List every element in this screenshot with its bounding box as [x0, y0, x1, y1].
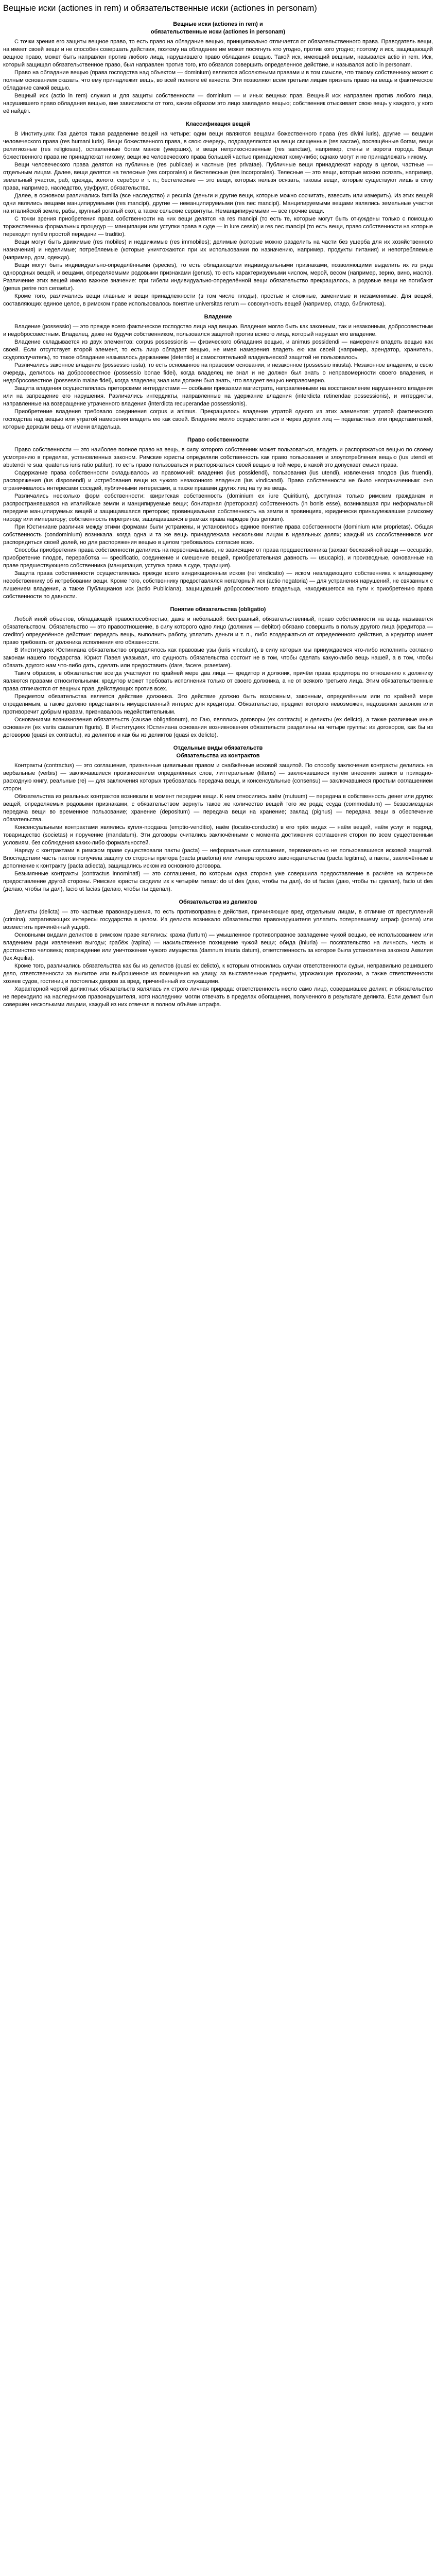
paragraph: Далее, в основном различались familia (все наследство) и pecunia (деньги и другие вещи, которые можно сосчитать, взвесить или измерить). Из этих вещей одни являлись вещами манципируемыми (res mancipi), другие — неманципируемыми (res nec mancipi). Манципируемыми вещами являлись земельные участки на италийской земле, рабы, крупный рогатый скот, а также сельские сервитуты. Неманципируемыми — все прочие вещи.: [3, 193, 433, 214]
section-heading: Отдельные виды обязательств: [173, 745, 263, 751]
section-heading: Понятие обязательства (obligatio): [170, 606, 266, 613]
paragraph: Характерной чертой деликтных обязательств являлась их строго личная природа: ответственность несло само лицо, совершившее деликт, и обязательство не переходило на наследников правонарушителя, хотя наследники могли отвечать в пределах обогащения, полученного в результате деликта. Если деликт был совершён несколькими лицами, каждый из них отвечал в полном объёме штрафа.: [3, 986, 433, 1008]
paragraph: При Юстиниане различия между этими формами были устранены, и установилось единое понятие права собственности (dominium или proprietas). Общая собственность (condominium) возникала, когда одна и та же вещь принадлежала нескольким лицам в идеальных долях; каждый из сособственников мог распорядиться своей долей, но для распоряжения вещью в целом требовалось согласие всех.: [3, 524, 433, 546]
section-subheading: Обязательства из контрактов: [176, 753, 260, 759]
paragraph: Основаниями возникновения обязательств (causae obligationum), по Гаю, являлись договоры (ex contractu) и деликты (ex delicto), а также различные иные основания (ex variis causarum figuris). В Институциях Юстиниана основания возникновения обязательств разделены на четыре группы: из договоров, как бы из договоров (quasi ex contractu), из деликтов и как бы из деликтов (quasi ex delicto).: [3, 717, 433, 738]
paragraph: Право собственности — это наиболее полное право на вещь, в силу которого собственник может пользоваться, владеть и распоряжаться вещью по своему усмотрению в пределах, установленных законом. Римские юристы определяли собственность как право пользования и злоупотребления вещью (ius utendi et abutendi re sua, quatenus iuris ratio patitur), то есть право пользоваться и распоряжаться своей вещью в той мере, в какой это допускает смысл права.: [3, 447, 433, 468]
paragraph: Владение (possessio) — это прежде всего фактическое господство лица над вещью. Владение могло быть как законным, так и незаконным, добросовестным и недобросовестным. Владелец, даже не будучи собственником, пользовался защитой против всякого лица, который нарушал его владение.: [3, 324, 433, 337]
paragraph: Консенсуальными контрактами являлись купля-продажа (emptio-venditio), наём (locatio-conductio) в его трёх видах — наём вещей, наём услуг и подряд, товарищество (societas) и поручение (mandatum). Эти договоры считались заключёнными с момента достижения соглашения сторон по всем существенным условиям, без соблюдения каких-либо формальностей.: [3, 824, 433, 846]
section-heading: Владение: [204, 314, 232, 320]
paragraph: Таким образом, в обязательстве всегда участвуют по крайней мере два лица — кредитор и должник, причём права кредитора по отношению к должнику являются правами относительными: кредитор может требовать исполнения только от своего должника, а не от всякого третьего лица. Этим обязательственные права отличаются от вещных прав, действующих против всех.: [3, 670, 433, 692]
paragraph: Безымянные контракты (contractus innominati) — это соглашения, по которым одна сторона уже совершила предоставление в расчёте на встречное предоставление другой стороны. Римские юристы сводили их к четырём типам: do ut des (даю, чтобы ты дал), do ut facias (даю, чтобы ты сделал), facio ut des (делаю, чтобы ты дал), facio ut facias (делаю, чтобы ты сделал).: [3, 871, 433, 892]
paragraph: Приобретение владения требовало соединения corpus и animus. Прекращалось владение утратой одного из этих элементов: утратой фактического господства над вещью или утратой намерения владеть ею как своей. Владение могло осуществляться и через других лиц — подвластных или представителей, которые держали вещь от имени владельца.: [3, 409, 433, 430]
paragraph: Вещи человеческого права делятся на публичные (res publicae) и частные (res privatae). Публичные вещи принадлежат народу в целом, частные — отдельным лицам. Далее, вещи делятся на телесные (res corporales) и бестелесные (res incorporales). Телесные — это вещи, которые можно осязать, например, земельный участок, раб, одежда, золото, серебро и т. п.; бестелесные — это вещи, которых нельзя осязать, таковы вещи, которые существуют лишь в силу права, например, наследство, узуфрукт, обязательства.: [3, 162, 433, 191]
paragraph: Различались несколько форм собственности: квиритская собственность (dominium ex iure Quiritium), доступная только римским гражданам и распространявшаяся на италийские земли и манципируемые вещи; бонитарная (преторская) собственность (in bonis esse), возникавшая при неформальной передаче манципируемых вещей и защищавшаяся претором; провинциальная собственность на земли в провинциях, юридически принадлежавшие римскому народу или императору; собственность перегринов, защищавшаяся в рамках права народов (ius gentium).: [3, 493, 433, 522]
paragraph: Владение складывается из двух элементов: corpus possessionis — физического обладания вещью, и animus possidendi — намерения владеть вещью как своей. Если отсутствует второй элемент, то есть лицо обладает вещью, не имея намерения владеть ею как своей (например, арендатор, хранитель, ссудополучатель), то такое обладание называлось держанием (detentio) и самостоятельной владельческой защитой не пользовалось.: [3, 339, 433, 361]
paragraph: Защита владения осуществлялась преторскими интердиктами — особыми приказами магистрата, направленными на восстановление нарушенного владения или на запрещение его нарушения. Различались интердикты, направленные на удержание владения (interdicta retinendae possessionis), и интердикты, направленные на возвращение утраченного владения (interdicta recuperandae possessionis).: [3, 385, 433, 407]
paragraph: Деликты (delicta) — это частные правонарушения, то есть противоправные действия, причиняющие вред отдельным лицам, в отличие от преступлений (crimina), затрагивающих интересы государства в целом. Из деликта возникало обязательство правонарушителя уплатить потерпевшему штраф (poena) или возместить причинённый ущерб.: [3, 909, 433, 930]
paragraph: Основными видами деликтов в римском праве являлись: кража (furtum) — умышленное противоправное завладение чужой вещью, её использованием или владением ради извлечения выгоды; грабёж (rapina) — насильственное похищение чужой вещи; обида (iniuria) — посягательство на личность, честь и достоинство человека; повреждение или уничтожение чужого имущества (damnum iniuria datum), ответственность за которое была установлена законом Аквилия (lex Aquilia).: [3, 932, 433, 961]
section-subheading: обязательственные иски (actiones in personam): [150, 29, 286, 35]
document-section: [3, 313, 433, 431]
page-title: Вещные иски (actiones in rem) и обязательственные иски (actiones in personam): [3, 4, 317, 13]
paragraph: Различались законное владение (possessio iusta), то есть основанное на правовом основании, и незаконное (possessio iniusta). Незаконное владение, в свою очередь, делилось на добросовестное (possessio bonae fidei), когда владелец не знал и не должен был знать о неправомерности своего владения, и недобросовестное (possessio malae fidei), когда владелец знал или должен был знать, что владеет вещью неправомерно.: [3, 362, 433, 384]
paragraph: С точки зрения приобретения права собственности на них вещи делятся на res mancipi (то есть те, которые могут быть отчуждены только с помощью торжественных формальных процедур — манципации или уступки права в суде — in iure cessio) и res nec mancipi (то есть вещи, право собственности на которые переходит путём простой передачи — traditio).: [3, 216, 433, 238]
paragraph: Содержание права собственности складывалось из правомочий: владения (ius possidendi), пользования (ius utendi), извлечения плодов (ius fruendi), распоряжения (ius disponendi) и истребования вещи из чужого незаконного владения (ius vindicandi). Право собственности не было неограниченным: оно ограничивалось интересами соседей, публичными интересами, а также правами других лиц на ту же вещь.: [3, 470, 433, 492]
paragraph: Предметом обязательства является действие должника. Это действие должно быть возможным, законным, определённым или по крайней мере определимым, а также должно представлять имущественный интерес для кредитора. Обязательство, предмет которого невозможен, недозволен законом или противоречит добрым нравам, признавалось недействительным.: [3, 693, 433, 715]
document-body: [3, 21, 433, 1009]
paragraph: Любой иной объектов, обладающей правоспособностью, даже и небольшой: бесправный, обязательственный, право собственности на вещь называется обязательством. Обязательство — это правоотношение, в силу которого одно лицо (должник — debitor) обязано совершить в пользу другого лица (кредитора — creditor) определённое действие: передать вещь, выполнить работу, уплатить деньги и т. п., либо воздержаться от определённого действия, а кредитор имеет право требовать от должника исполнения его обязанности.: [3, 616, 433, 646]
section-heading: Право собственности: [187, 437, 249, 443]
paragraph: Кроме того, различались вещи главные и вещи принадлежности (в том числе плоды), простые и сложные, заменимые и незаменимые. Для вещей, составляющих единое целое, в римском праве использовалось понятие universitas rerum — совокупность вещей (например, стадо, библиотека).: [3, 293, 433, 307]
paragraph: Обязательства из реальных контрактов возникали в момент передачи вещи. К ним относились заём (mutuum) — передача в собственность денег или других вещей, определяемых родовыми признаками, с обязательством вернуть такое же количество вещей того же рода; ссуда (commodatum) — безвозмездная передача вещи во временное пользование; хранение (depositum) — передача вещи на хранение; заклад (pignus) — передача вещи в обеспечение обязательства.: [3, 793, 433, 823]
paragraph: Способы приобретения права собственности делились на первоначальные, не зависящие от права предшественника (захват бесхозяйной вещи — occupatio, приобретение плодов, переработка — specificatio, соединение и смешение вещей, приобретательная давность — usucapio), и производные, основанные на праве предшествующего собственника (манципация, уступка права в суде, традиция).: [3, 547, 433, 569]
paragraph: Вещи могут быть индивидуально-определёнными (species), то есть обладающими индивидуальными признаками, позволяющими выделить их из ряда однородных вещей, и вещами, определяемыми родовыми признаками (genus), то есть характеризуемыми числом, мерой, весом (например, зерно, вино, масло). Различение этих вещей имело важное значение: при гибели индивидуально-определённой вещи обязательство прекращалось, а родовые вещи не погибают (genus perire non censetur).: [3, 262, 433, 292]
document-section: [3, 436, 433, 601]
paragraph: В Институциях Юстиниана обязательство определялось как правовые узы (iuris vinculum), в силу которых мы принуждаемся что-либо исполнить согласно законам нашего государства. Юрист Павел указывал, что сущность обязательства состоит не в том, чтобы сделать какую-либо вещь нашей, а в том, чтобы обязать другого нам что-либо дать, сделать или предоставить (dare, facere, praestare).: [3, 647, 433, 669]
paragraph: Контракты (contractus) — это соглашения, признанные цивильным правом и снабжённые исковой защитой. По способу заключения контракты делились на вербальные (verbis) — заключавшиеся произнесением определённых слов, литтеральные (litteris) — заключавшиеся путём внесения записи в приходно-расходную книгу, реальные (re) — для заключения которых требовалась передача вещи, и консенсуальные (consensu) — заключавшиеся простым соглашением сторон.: [3, 762, 433, 792]
paragraph: Наряду с контрактами в римском праве существовали пакты (pacta) — неформальные соглашения, первоначально не пользовавшиеся исковой защитой. Впоследствии часть пактов получила защиту со стороны претора (pacta praetoria) или императорского законодательства (pacta legitima), а пакты, заключённые в дополнение к контракту (pacta adiecta), защищались иском из основного договора.: [3, 848, 433, 869]
paragraph: Право на обладание вещью (права господства над объектом — dominium) являются абсолютными правами и в том смысле, что такому собственнику может с полным основанием сказать, что ему принадлежит вещь, во всей полноте её качеств. Эти позволяют всем третьим лицам признать право на вещь и фактическое обладание самой вещью.: [3, 70, 433, 91]
document-section: [3, 21, 433, 115]
document-section: [3, 606, 433, 739]
document-section: [3, 744, 433, 893]
document-page: [0, 0, 436, 1019]
paragraph: Вещи могут быть движимые (res mobiles) и недвижимые (res immobiles); делимые (которые можно разделить на части без ущерба для их хозяйственного назначения) и неделимые; потребляемые (которые уничтожаются при их использовании по назначению, например, продукты питания) и непотребляемые (например, дом, одежда).: [3, 239, 433, 261]
paragraph: В Институциях Гая даётся такая разделение вещей на четыре: одни вещи являются вещами божественного права (res divini iuris), другие — вещами человеческого права (res humani iuris). Вещи божественного права, в свою очередь, подразделяются на вещи священные (res sacrae), посвящённые богам, вещи религиозные (res religiosae), оставленные богам манов (умерших), и вещи неприкосновенные (res sanctae), например, стены и ворота города. Вещи божественного права не принадлежат никому; вещи же человеческого права большей частью принадлежат кому-либо; однако могут и не принадлежать никому.: [3, 131, 433, 160]
section-heading: Вещные иски (actiones in rem) и: [173, 21, 263, 27]
document-section: [3, 121, 433, 308]
section-heading: Обязательства из деликтов: [179, 899, 257, 905]
paragraph: Защита права собственности осуществлялась прежде всего виндикационным иском (rei vindicatio) — иском невладеющего собственника к владеющему несобственнику об истребовании вещи. Кроме того, собственнику предоставлялся негаторный иск (actio negatoria) — для устранения нарушений, не связанных с лишением владения, а также Публицианов иск (actio Publiciana), защищавший добросовестного владельца, находившегося на пути к приобретению права собственности по давности.: [3, 570, 433, 600]
section-heading: Классификация вещей: [186, 121, 250, 127]
document-section: [3, 899, 433, 1009]
paragraph: Вещный иск (actio in rem) служил и для защиты собственности — dominium — и иных вещных прав. Вещный иск направлен против любого лица, нарушившего право обладания вещью, вне зависимости от того, каким образом это лицо завладело вещью; собственник отыскивает свою вещь у каждого, у кого её найдёт.: [3, 93, 433, 114]
paragraph: С точки зрения его защиты вещное право, то есть право на обладание вещью, принципиально отличается от обязательственного права. Праводатель вещи, на имеет своей вещи и не способен совершать действия, поэтому на обладание им может посягнуть кто угодно, против кого угодно; поэтому и иск, защищающий вещное право, может быть направлен против любого лица, нарушившего право обладания вещью. Такой иск, имеющий вещным, назывался actio in rem. Иск, который защищал обязательственное право, был направлен против того, кто обязался совершить определенное действие, и назывался actio in personam.: [3, 39, 433, 68]
paragraph: Кроме того, различались обязательства как бы из деликтов (quasi ex delicto), к которым относились случаи ответственности судьи, неправильно решившего дело, ответственности за вылитое или выброшенное из помещения на улицу, за выставленные предметы, угрожающие прохожим, а также ответственности хозяев судов, гостиниц и постоялых дворов за вред, причинённый их служащими.: [3, 963, 433, 985]
